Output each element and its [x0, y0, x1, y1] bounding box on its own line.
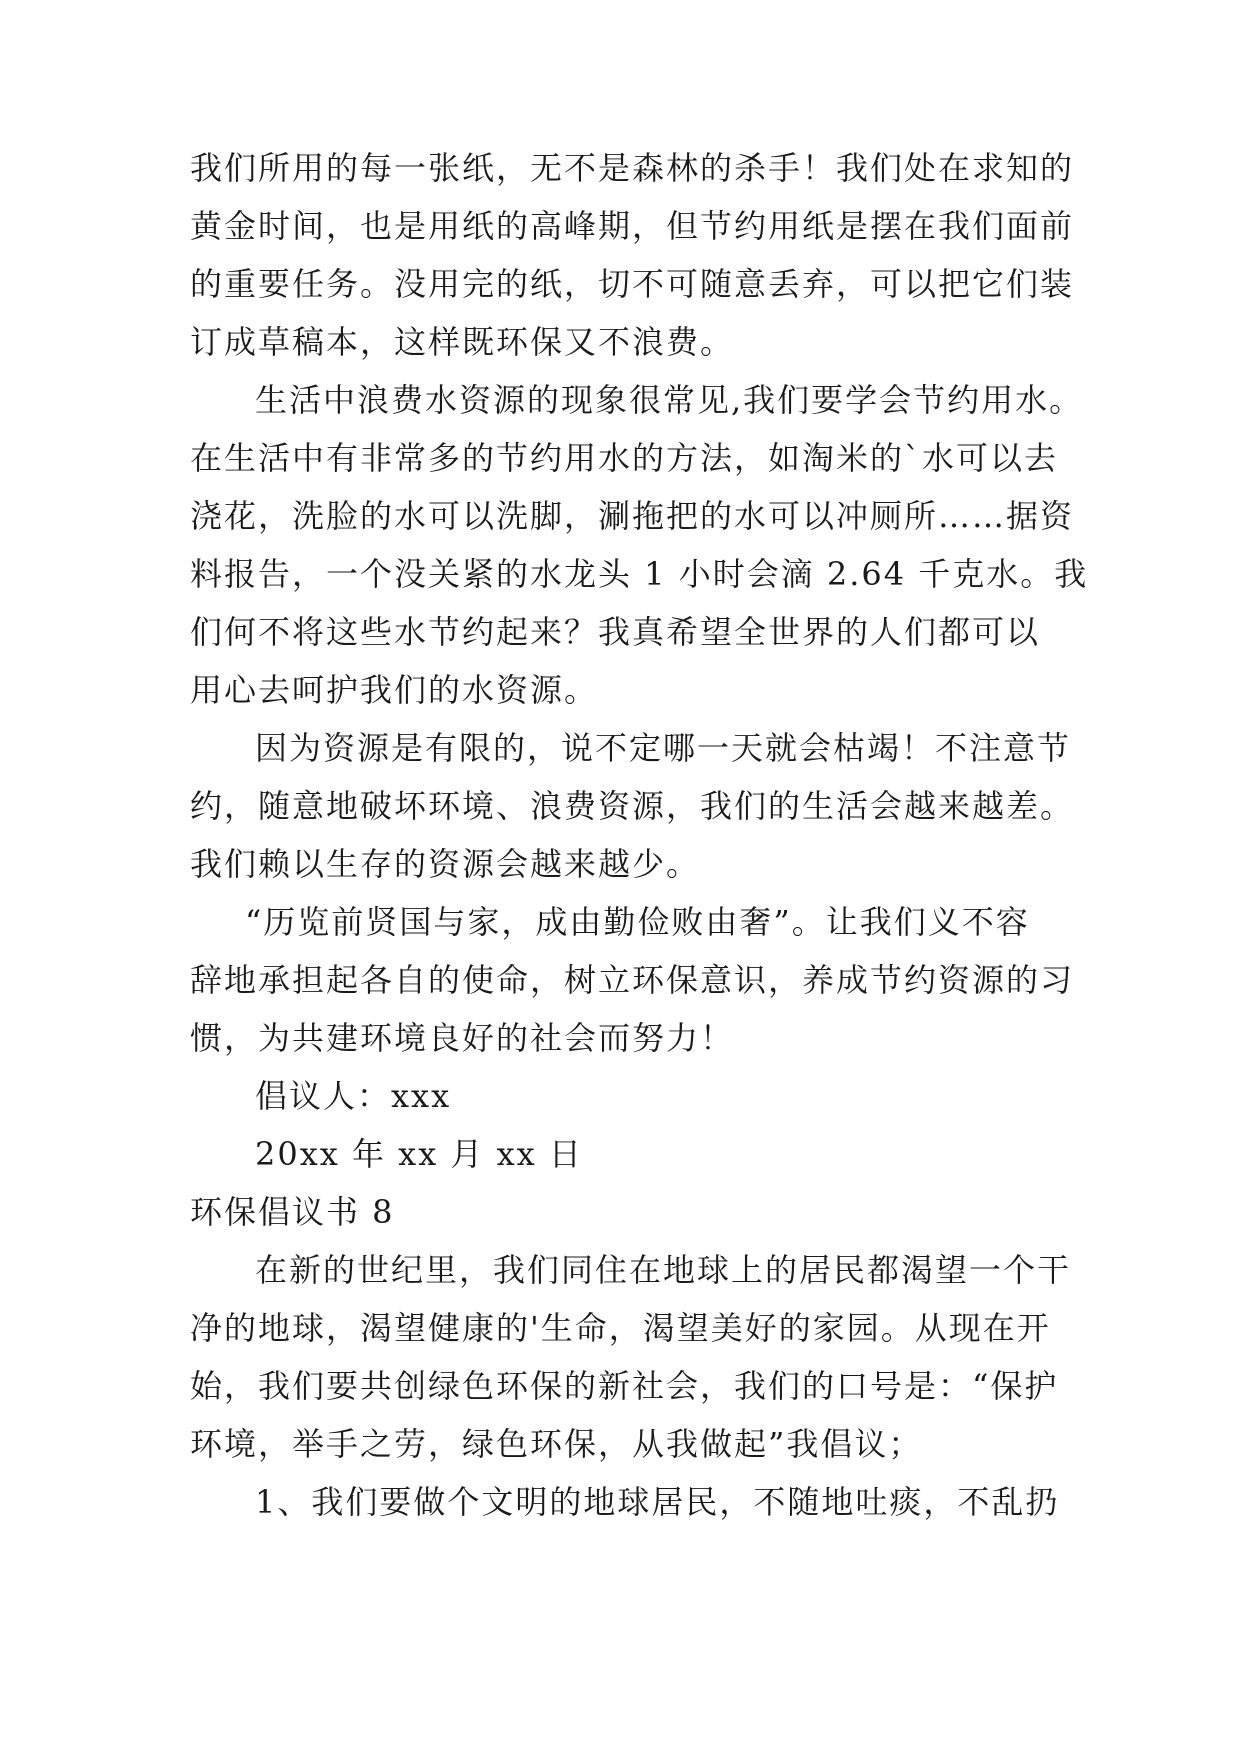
- list-item-line: 1、我们要做个文明的地球居民，不随地吐痰，不乱扔: [255, 1483, 1060, 1521]
- paragraph-start-line: 因为资源是有限的，说不定哪一天就会枯竭！不注意节: [255, 729, 1072, 767]
- paragraph-start-line: 生活中浪费水资源的现象很常见,我们要学会节约用水。: [255, 381, 1084, 419]
- text-line: 浇花，洗脸的水可以洗脚，涮拖把的水可以冲厕所……据资: [190, 497, 1075, 535]
- text-line: 的重要任务。没用完的纸，切不可随意丢弃，可以把它们装: [190, 265, 1075, 303]
- text-line: 订成草稿本，这样既环保又不浪费。: [190, 323, 735, 361]
- date-line: 20xx 年 xx 月 xx 日: [255, 1135, 583, 1173]
- text-line: 我们赖以生存的资源会越来越少。: [190, 845, 701, 883]
- signatory-line: 倡议人：xxx: [255, 1077, 452, 1115]
- text-line: 我们所用的每一张纸，无不是森林的杀手！我们处在求知的: [190, 149, 1075, 187]
- text-line: 惯，为共建环境良好的社会而努力！: [190, 1019, 735, 1057]
- text-line: 始，我们要共创绿色环保的新社会，我们的口号是：“保护: [190, 1367, 1059, 1405]
- text-line: 约，随意地破坏环境、浪费资源，我们的生活会越来越差。: [190, 787, 1075, 825]
- text-line: 料报告，一个没关紧的水龙头 1 小时会滴 2.64 千克水。我: [190, 555, 1089, 593]
- text-line: 环境，举手之劳，绿色环保，从我做起”我倡议；: [190, 1425, 923, 1463]
- paragraph-start-line: “历览前贤国与家，成由勤俭败由奢”。让我们义不容: [245, 903, 1030, 941]
- text-line: 净的地球，渴望健康的'生命，渴望美好的家园。从现在开: [190, 1309, 1051, 1347]
- text-line: 辞地承担起各自的使命，树立环保意识，养成节约资源的习: [190, 961, 1075, 999]
- text-line: 们何不将这些水节约起来？我真希望全世界的人们都可以: [190, 613, 1041, 651]
- text-line: 用心去呵护我们的水资源。: [190, 671, 599, 709]
- text-line: 黄金时间，也是用纸的高峰期，但节约用纸是摆在我们面前: [190, 207, 1075, 245]
- paragraph-start-line: 在新的世纪里，我们同住在地球上的居民都渴望一个干: [255, 1251, 1072, 1289]
- text-line: 在生活中有非常多的节约用水的方法，如淘米的`水可以去: [190, 439, 1059, 477]
- section-heading: 环保倡议书 8: [190, 1193, 395, 1231]
